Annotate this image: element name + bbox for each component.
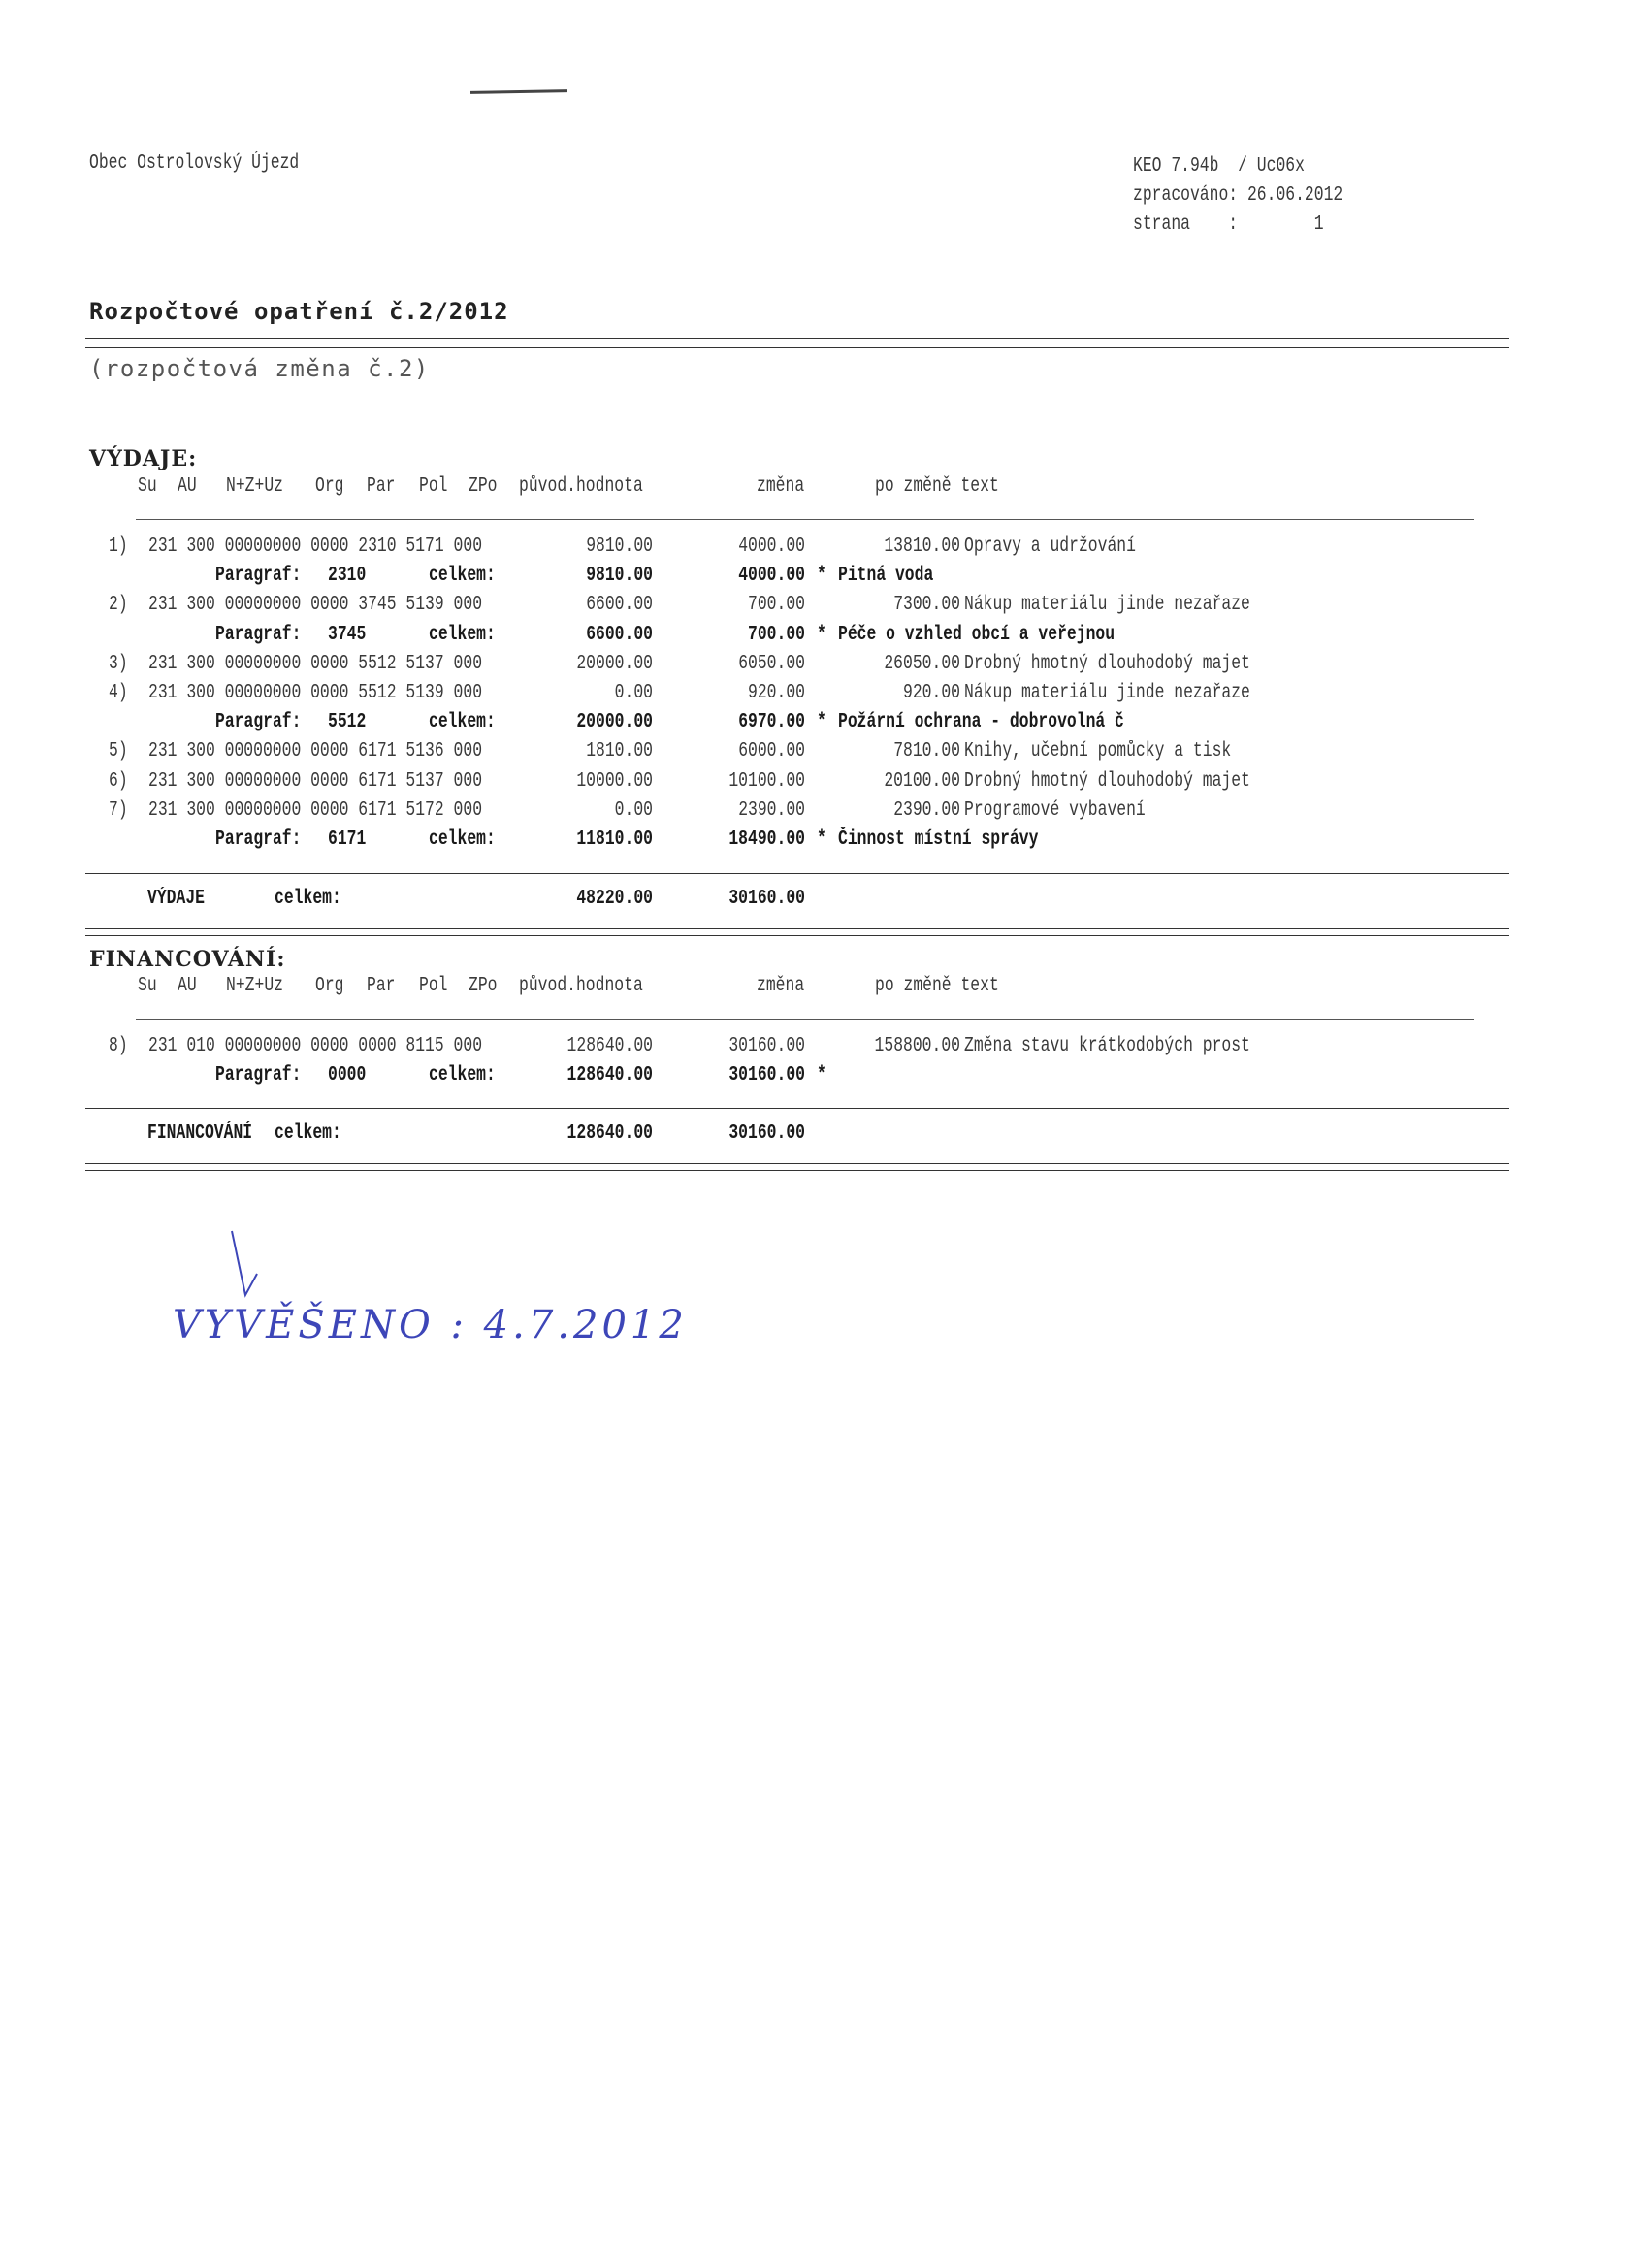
column-header-org: Org [315, 475, 344, 498]
column-header-su: Su [138, 475, 157, 498]
subtotal-star: * [817, 711, 826, 734]
column-header-zmena: změna [757, 975, 805, 997]
subtotal-star: * [817, 828, 826, 851]
row-text: Programové vybavení [964, 798, 1146, 822]
row-original-value: 9810.00 [586, 535, 653, 558]
subtotal-label: Paragraf: [215, 1064, 302, 1087]
row-codes: 231 300 00000000 0000 5512 5137 000 [148, 652, 483, 675]
row-number: 8) [109, 1035, 128, 1057]
subtotal-original-value: 6600.00 [586, 623, 653, 646]
row-codes: 231 300 00000000 0000 6171 5172 000 [148, 798, 483, 822]
row-text: Knihy, učební pomůcky a tisk [964, 740, 1232, 763]
subtotal-label: Paragraf: [215, 623, 302, 646]
total-label: VÝDAJE [147, 888, 205, 910]
row-text: Nákup materiálu jinde nezařaze [964, 682, 1250, 704]
row-number: 1) [109, 535, 128, 558]
column-header-zmena: změna [757, 475, 805, 498]
row-text: Drobný hmotný dlouhodobý majet [964, 652, 1250, 675]
expenses-header-rule [136, 519, 1474, 520]
municipality-name: Obec Ostrolovský Újezd [89, 152, 300, 175]
subtotal-label: Paragraf: [215, 828, 302, 851]
row-codes: 231 300 00000000 0000 3745 5139 000 [148, 594, 483, 617]
column-header-puvod: původ.hodnota [519, 475, 643, 498]
column-header-au: AU [178, 475, 197, 498]
subtotal-label: Paragraf: [215, 711, 302, 734]
subtotal-paragraph: 2310 [328, 565, 367, 588]
row-number: 3) [109, 652, 128, 675]
subtotal-original-value: 20000.00 [576, 711, 653, 734]
document-title: Rozpočtové opatření č.2/2012 [89, 298, 509, 325]
subtotal-celkem: celkem: [429, 828, 496, 851]
row-after-value: 920.00 [903, 682, 960, 704]
scan-mark [470, 89, 567, 94]
row-change-value: 920.00 [748, 682, 805, 704]
subtotal-celkem: celkem: [429, 565, 496, 588]
column-header-org: Org [315, 975, 344, 997]
row-number: 2) [109, 594, 128, 617]
subtotal-celkem: celkem: [429, 623, 496, 646]
subtotal-celkem: celkem: [429, 711, 496, 734]
row-number: 4) [109, 682, 128, 704]
row-original-value: 20000.00 [576, 652, 653, 675]
column-header-nzuz: N+Z+Uz [226, 975, 283, 997]
column-header-nzuz: N+Z+Uz [226, 475, 283, 498]
row-original-value: 6600.00 [586, 594, 653, 617]
row-text: Změna stavu krátkodobých prost [964, 1035, 1250, 1057]
total-celkem: celkem: [275, 1122, 341, 1145]
subtotal-change-value: 30160.00 [728, 1064, 805, 1087]
subtotal-paragraph: 3745 [328, 623, 367, 646]
column-header-par: Par [367, 975, 396, 997]
subtotal-paragraph: 5512 [328, 711, 367, 734]
row-codes: 231 300 00000000 0000 6171 5137 000 [148, 769, 483, 793]
subtotal-paragraph: 0000 [328, 1064, 367, 1087]
subtotal-star: * [817, 1064, 826, 1087]
column-header-pol: Pol [419, 975, 448, 997]
expenses-total-rule-1 [85, 928, 1509, 929]
column-header-po-zmene: po změně text [875, 975, 999, 997]
total-change-value: 30160.00 [728, 888, 805, 910]
row-original-value: 0.00 [614, 798, 653, 822]
row-text: Drobný hmotný dlouhodobý majet [964, 769, 1250, 793]
row-codes: 231 300 00000000 0000 5512 5139 000 [148, 682, 483, 704]
row-text: Opravy a udržování [964, 535, 1136, 558]
row-original-value: 0.00 [614, 682, 653, 704]
subtotal-star: * [817, 565, 826, 588]
expenses-heading: VÝDAJE: [89, 446, 198, 471]
financing-total-rule-top [85, 1108, 1509, 1109]
subtotal-original-value: 9810.00 [586, 565, 653, 588]
handwritten-checkmark [228, 1227, 267, 1314]
row-change-value: 10100.00 [728, 769, 805, 793]
row-number: 5) [109, 740, 128, 763]
financing-total-rule-2 [85, 1170, 1509, 1171]
total-label: FINANCOVÁNÍ [147, 1122, 253, 1145]
subtotal-star: * [817, 623, 826, 646]
row-original-value: 128640.00 [566, 1035, 653, 1057]
row-number: 7) [109, 798, 128, 822]
subtotal-text: Činnost místní správy [838, 828, 1039, 851]
column-header-zpo: ZPo [469, 475, 498, 498]
row-after-value: 13810.00 [884, 535, 960, 558]
row-original-value: 10000.00 [576, 769, 653, 793]
expenses-total-rule-top [85, 873, 1509, 874]
column-header-puvod: původ.hodnota [519, 975, 643, 997]
row-change-value: 30160.00 [728, 1035, 805, 1057]
subtotal-text: Péče o vzhled obcí a veřejnou [838, 623, 1116, 646]
total-change-value: 30160.00 [728, 1122, 805, 1145]
row-after-value: 26050.00 [884, 652, 960, 675]
column-header-su: Su [138, 975, 157, 997]
financing-heading: FINANCOVÁNÍ: [89, 947, 286, 972]
column-header-par: Par [367, 475, 396, 498]
column-header-po-zmene: po změně text [875, 475, 999, 498]
column-header-au: AU [178, 975, 197, 997]
total-original-value: 48220.00 [576, 888, 653, 910]
total-celkem: celkem: [275, 888, 341, 910]
row-change-value: 6050.00 [738, 652, 805, 675]
title-rule-top [85, 338, 1509, 339]
subtotal-celkem: celkem: [429, 1064, 496, 1087]
column-header-zpo: ZPo [469, 975, 498, 997]
subtotal-text: Požární ochrana - dobrovolná č [838, 711, 1124, 734]
row-after-value: 20100.00 [884, 769, 960, 793]
handwritten-posted-note: VYVĚŠENO : 4.7.2012 [173, 1303, 688, 1347]
row-text: Nákup materiálu jinde nezařaze [964, 594, 1250, 617]
row-codes: 231 010 00000000 0000 0000 8115 000 [148, 1035, 483, 1057]
subtotal-text: Pitná voda [838, 565, 934, 588]
subtotal-original-value: 11810.00 [576, 828, 653, 851]
document-subtitle: (rozpočtová změna č.2) [89, 355, 430, 382]
row-number: 6) [109, 769, 128, 793]
column-header-pol: Pol [419, 475, 448, 498]
row-after-value: 7300.00 [893, 594, 960, 617]
page-number: strana : 1 [1133, 213, 1324, 236]
financing-header-rule [136, 1019, 1474, 1020]
total-original-value: 128640.00 [566, 1122, 653, 1145]
row-change-value: 6000.00 [738, 740, 805, 763]
subtotal-paragraph: 6171 [328, 828, 367, 851]
row-codes: 231 300 00000000 0000 2310 5171 000 [148, 535, 483, 558]
row-change-value: 700.00 [748, 594, 805, 617]
subtotal-change-value: 4000.00 [738, 565, 805, 588]
row-original-value: 1810.00 [586, 740, 653, 763]
subtotal-change-value: 6970.00 [738, 711, 805, 734]
subtotal-change-value: 18490.00 [728, 828, 805, 851]
row-after-value: 2390.00 [893, 798, 960, 822]
row-change-value: 4000.00 [738, 535, 805, 558]
title-rule-bottom [85, 347, 1509, 348]
processed-date: zpracováno: 26.06.2012 [1133, 184, 1343, 207]
expenses-total-rule-2 [85, 935, 1509, 936]
row-after-value: 7810.00 [893, 740, 960, 763]
row-after-value: 158800.00 [874, 1035, 960, 1057]
subtotal-original-value: 128640.00 [566, 1064, 653, 1087]
subtotal-change-value: 700.00 [748, 623, 805, 646]
subtotal-label: Paragraf: [215, 565, 302, 588]
row-codes: 231 300 00000000 0000 6171 5136 000 [148, 740, 483, 763]
row-change-value: 2390.00 [738, 798, 805, 822]
program-version: KEO 7.94b / Uc06x [1133, 155, 1305, 178]
financing-total-rule-1 [85, 1163, 1509, 1164]
